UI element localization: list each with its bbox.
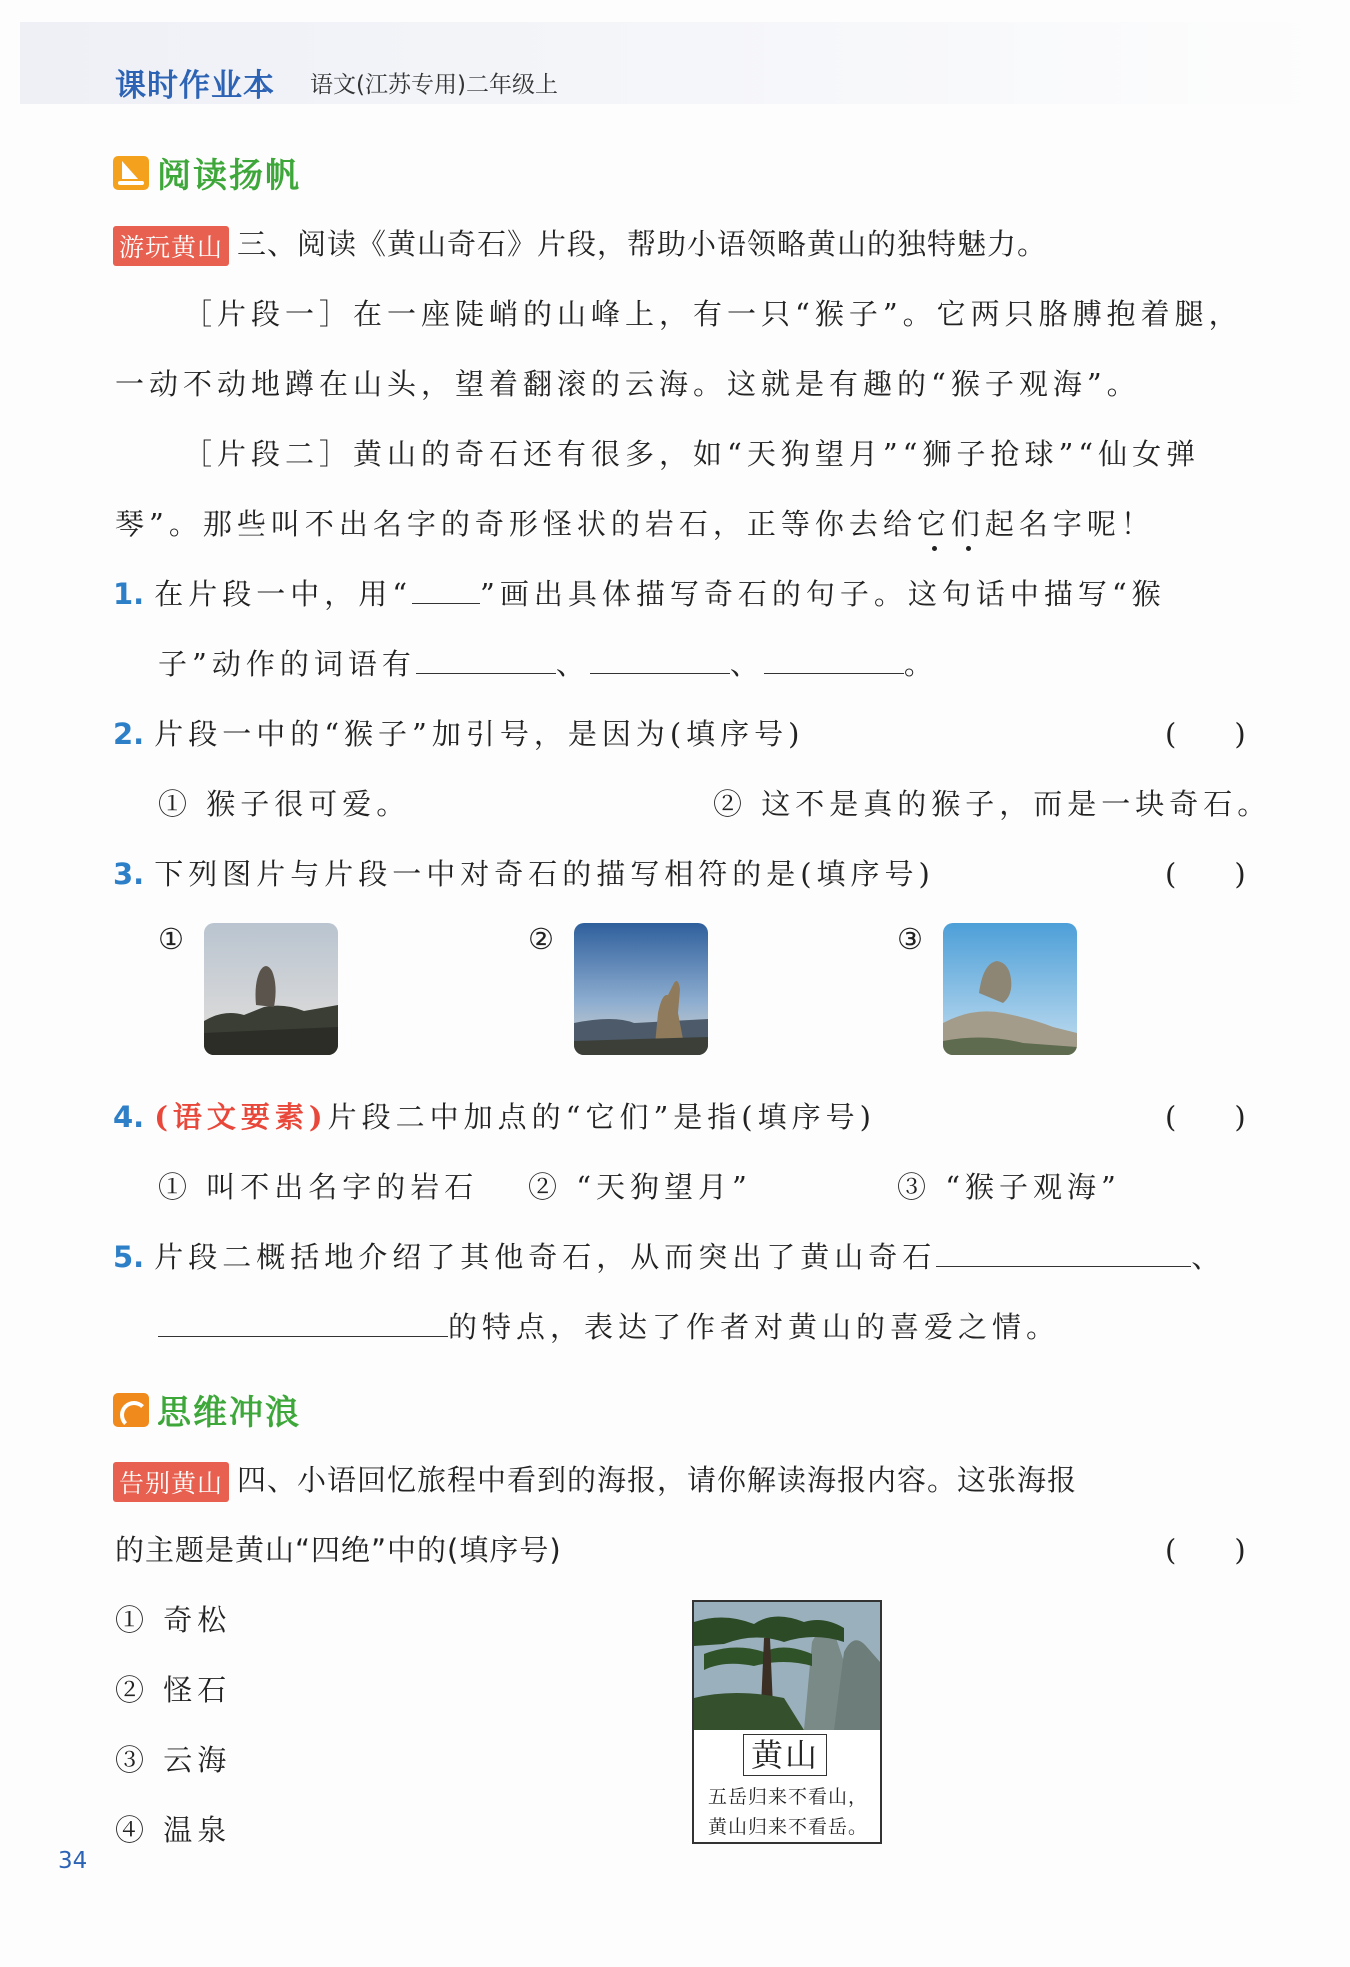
question-text: 在片段一中，用“ — [154, 577, 413, 611]
photo-label-3: ③ — [897, 922, 923, 956]
question-text: 下列图片与片段一中对奇石的描写相符的是(填序号) — [154, 857, 935, 891]
option-4: ④ 温泉 — [115, 1813, 232, 1847]
dotted-char: 它 — [916, 507, 951, 541]
q4-option-2: ② “天狗望月” — [528, 1170, 752, 1204]
header-subtitle: 语文(江苏专用)二年级上 — [310, 72, 558, 98]
question-5-line-2 — [158, 1305, 1060, 1346]
q2-option-2: ② 这不是真的猴子，而是一块奇石。 — [713, 787, 1272, 821]
poster-pine-image — [694, 1602, 880, 1730]
question-1-line-2 — [158, 642, 938, 683]
option-3: ③ 云海 — [115, 1743, 232, 1777]
question-number: 1. — [113, 577, 145, 611]
answer-blank[interactable] — [936, 1236, 1191, 1267]
photo-label-1: ① — [158, 922, 184, 956]
question-1 — [113, 572, 1166, 613]
question-2 — [113, 712, 804, 753]
poster-line-1: 五岳归来不看山， — [707, 1786, 868, 1808]
question-3-intro — [113, 222, 1047, 266]
huangshan-poster — [692, 1600, 882, 1844]
tag-label: 告别黄山 — [113, 1462, 229, 1502]
photo-label-2: ② — [528, 922, 554, 956]
option-2: ② 怪石 — [115, 1673, 232, 1707]
question-4-line-2: 的主题是黄山“四绝”中的(填序号) — [115, 1533, 562, 1567]
sailboat-icon — [113, 156, 149, 190]
page-number: 34 — [58, 1848, 88, 1874]
separator: 、 — [555, 647, 590, 681]
answer-blank[interactable] — [412, 573, 480, 604]
tag-label: 游玩黄山 — [113, 226, 229, 266]
option-1: ① 奇松 — [115, 1603, 232, 1637]
rock-photo-1 — [204, 923, 338, 1055]
question-number: 3. — [113, 857, 145, 891]
question-number: 5. — [113, 1240, 145, 1274]
passage-1-line-2: 一动不动地蹲在山头，望着翻滚的云海。这就是有趣的“猴子观海”。 — [115, 367, 1141, 401]
header-brand: 课时作业本 — [115, 68, 275, 104]
answer-blank[interactable] — [158, 1306, 448, 1337]
poster-line-2: 黄山归来不看岳。 — [707, 1816, 868, 1838]
section-reading-heading — [113, 148, 301, 197]
question-intro-text: 三、阅读《黄山奇石》片段，帮助小语领略黄山的独特魅力。 — [237, 227, 1048, 261]
answer-paren[interactable]: ( ) — [1165, 1100, 1246, 1134]
passage-text: 起名字呢！ — [984, 507, 1155, 541]
wave-icon — [113, 1393, 149, 1427]
section-title: 阅读扬帆 — [157, 156, 301, 196]
rock-photo-3 — [943, 923, 1077, 1055]
question-4 — [113, 1095, 876, 1136]
q2-option-1: ① 猴子很可爱。 — [158, 787, 411, 821]
question-text: 片段一中的“猴子”加引号，是因为(填序号) — [154, 717, 805, 751]
question-3 — [113, 852, 935, 893]
key-element-label: (语文要素) — [154, 1100, 328, 1134]
question-text: 子”动作的词语有 — [158, 647, 416, 681]
rock-photo-2 — [574, 923, 708, 1055]
separator: 、 — [1191, 1240, 1226, 1274]
question-text: 片段二中加点的“它们”是指(填序号) — [327, 1100, 876, 1134]
answer-blank[interactable] — [590, 643, 730, 674]
section-thinking-heading — [113, 1385, 301, 1434]
answer-blank[interactable] — [764, 643, 904, 674]
question-4-section-2 — [113, 1458, 1077, 1502]
question-number: 4. — [113, 1100, 145, 1134]
answer-paren[interactable]: ( ) — [1165, 1533, 1246, 1567]
q4-option-1: ① 叫不出名字的岩石 — [158, 1170, 479, 1204]
poster-title: 黄山 — [743, 1734, 827, 1776]
answer-paren[interactable]: ( ) — [1165, 717, 1246, 751]
period: 。 — [903, 647, 938, 681]
section-title: 思维冲浪 — [157, 1393, 301, 1433]
question-text: 的特点，表达了作者对黄山的喜爱之情。 — [448, 1310, 1061, 1344]
question-number: 2. — [113, 717, 145, 751]
q4-option-3: ③ “猴子观海” — [897, 1170, 1121, 1204]
question-5 — [113, 1235, 1225, 1276]
dotted-char: 们 — [950, 507, 985, 541]
question-text: 片段二概括地介绍了其他奇石，从而突出了黄山奇石 — [154, 1240, 937, 1274]
answer-blank[interactable] — [416, 643, 556, 674]
passage-1-line-1: ［片段一］在一座陡峭的山峰上，有一只“猴子”。它两只胳膊抱着腿， — [183, 297, 1243, 331]
passage-2-line-2 — [115, 502, 1155, 543]
passage-text: 琴”。那些叫不出名字的奇形怪状的岩石，正等你去给 — [115, 507, 917, 541]
question-text: ”画出具体描写奇石的句子。这句话中描写“猴 — [480, 577, 1166, 611]
passage-2-line-1: ［片段二］黄山的奇石还有很多，如“天狗望月”“狮子抢球”“仙女弹 — [183, 437, 1201, 471]
answer-paren[interactable]: ( ) — [1165, 857, 1246, 891]
question-text: 四、小语回忆旅程中看到的海报，请你解读海报内容。这张海报 — [237, 1463, 1078, 1497]
separator: 、 — [729, 647, 764, 681]
